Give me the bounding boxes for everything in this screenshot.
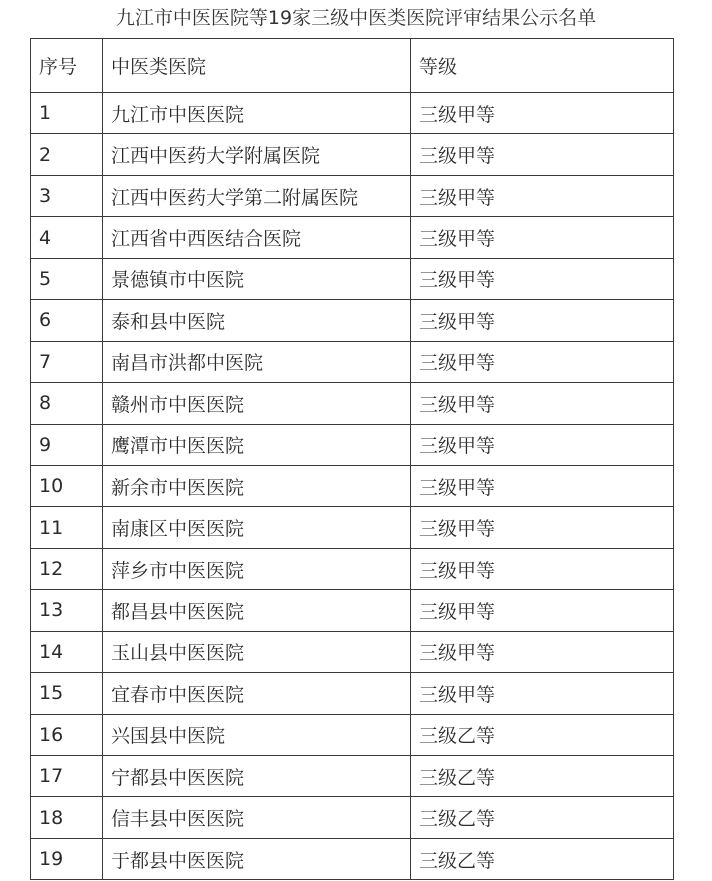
hospital-name-cell: 南康区中医医院 <box>103 507 411 548</box>
level-cell: 三级乙等 <box>411 797 674 838</box>
hospital-name-cell: 于都县中医医院 <box>103 838 411 879</box>
row-number-cell: 9 <box>31 424 103 465</box>
table-row <box>31 673 674 714</box>
level-cell: 三级甲等 <box>411 341 674 382</box>
hospital-name-cell: 江西中医药大学第二附属医院 <box>103 175 411 216</box>
hospital-name-cell: 景德镇市中医院 <box>103 258 411 299</box>
row-number-cell: 17 <box>31 756 103 797</box>
row-number-cell: 11 <box>31 507 103 548</box>
level-cell: 三级甲等 <box>411 217 674 258</box>
table-row <box>31 507 674 548</box>
level-cell: 三级甲等 <box>411 258 674 299</box>
hospital-name-cell: 都昌县中医医院 <box>103 590 411 631</box>
row-number-cell: 13 <box>31 590 103 631</box>
row-number-cell: 2 <box>31 134 103 175</box>
hospital-name-cell: 九江市中医医院 <box>103 93 411 134</box>
level-cell: 三级甲等 <box>411 175 674 216</box>
hospital-name-cell: 江西省中西医结合医院 <box>103 217 411 258</box>
header-level: 等级 <box>411 39 674 93</box>
table-row <box>31 217 674 258</box>
hospital-name-cell: 萍乡市中医医院 <box>103 548 411 589</box>
row-number-cell: 4 <box>31 217 103 258</box>
row-number-cell: 6 <box>31 300 103 341</box>
row-number-cell: 5 <box>31 258 103 299</box>
row-number-cell: 10 <box>31 465 103 506</box>
level-cell: 三级甲等 <box>411 631 674 672</box>
row-number-cell: 14 <box>31 631 103 672</box>
row-number-cell: 19 <box>31 838 103 879</box>
level-cell: 三级甲等 <box>411 465 674 506</box>
hospital-name-cell: 南昌市洪都中医院 <box>103 341 411 382</box>
table-row <box>31 300 674 341</box>
hospital-name-cell: 玉山县中医医院 <box>103 631 411 672</box>
table-row <box>31 548 674 589</box>
table-row <box>31 797 674 838</box>
table-body <box>31 93 674 880</box>
hospital-name-cell: 宜春市中医医院 <box>103 673 411 714</box>
table-row <box>31 838 674 879</box>
level-cell: 三级乙等 <box>411 838 674 879</box>
row-number-cell: 1 <box>31 93 103 134</box>
level-cell: 三级甲等 <box>411 134 674 175</box>
header-number: 序号 <box>31 39 103 93</box>
hospital-name-cell: 鹰潭市中医医院 <box>103 424 411 465</box>
level-cell: 三级甲等 <box>411 424 674 465</box>
table-row <box>31 424 674 465</box>
table-row <box>31 341 674 382</box>
level-cell: 三级甲等 <box>411 590 674 631</box>
hospital-name-cell: 兴国县中医院 <box>103 714 411 755</box>
table-row <box>31 465 674 506</box>
row-number-cell: 18 <box>31 797 103 838</box>
hospital-name-cell: 信丰县中医医院 <box>103 797 411 838</box>
level-cell: 三级甲等 <box>411 507 674 548</box>
row-number-cell: 3 <box>31 175 103 216</box>
hospital-name-cell: 宁都县中医医院 <box>103 756 411 797</box>
document-title: 九江市中医医院等19家三级中医类医院评审结果公示名单 <box>115 7 597 29</box>
table-row <box>31 590 674 631</box>
row-number-cell: 7 <box>31 341 103 382</box>
table-row <box>31 383 674 424</box>
row-number-cell: 12 <box>31 548 103 589</box>
hospital-table <box>30 38 674 880</box>
level-cell: 三级甲等 <box>411 673 674 714</box>
header-hospital: 中医类医院 <box>103 39 411 93</box>
table-row <box>31 134 674 175</box>
hospital-name-cell: 泰和县中医院 <box>103 300 411 341</box>
table-row <box>31 175 674 216</box>
row-number-cell: 16 <box>31 714 103 755</box>
level-cell: 三级甲等 <box>411 300 674 341</box>
table-header-row <box>31 39 674 93</box>
table-row <box>31 631 674 672</box>
level-cell: 三级甲等 <box>411 383 674 424</box>
level-cell: 三级乙等 <box>411 756 674 797</box>
hospital-name-cell: 新余市中医医院 <box>103 465 411 506</box>
table-row <box>31 756 674 797</box>
level-cell: 三级甲等 <box>411 548 674 589</box>
table-row <box>31 714 674 755</box>
table-row <box>31 93 674 134</box>
row-number-cell: 15 <box>31 673 103 714</box>
level-cell: 三级甲等 <box>411 93 674 134</box>
hospital-name-cell: 赣州市中医医院 <box>103 383 411 424</box>
row-number-cell: 8 <box>31 383 103 424</box>
table-row <box>31 258 674 299</box>
level-cell: 三级乙等 <box>411 714 674 755</box>
hospital-name-cell: 江西中医药大学附属医院 <box>103 134 411 175</box>
